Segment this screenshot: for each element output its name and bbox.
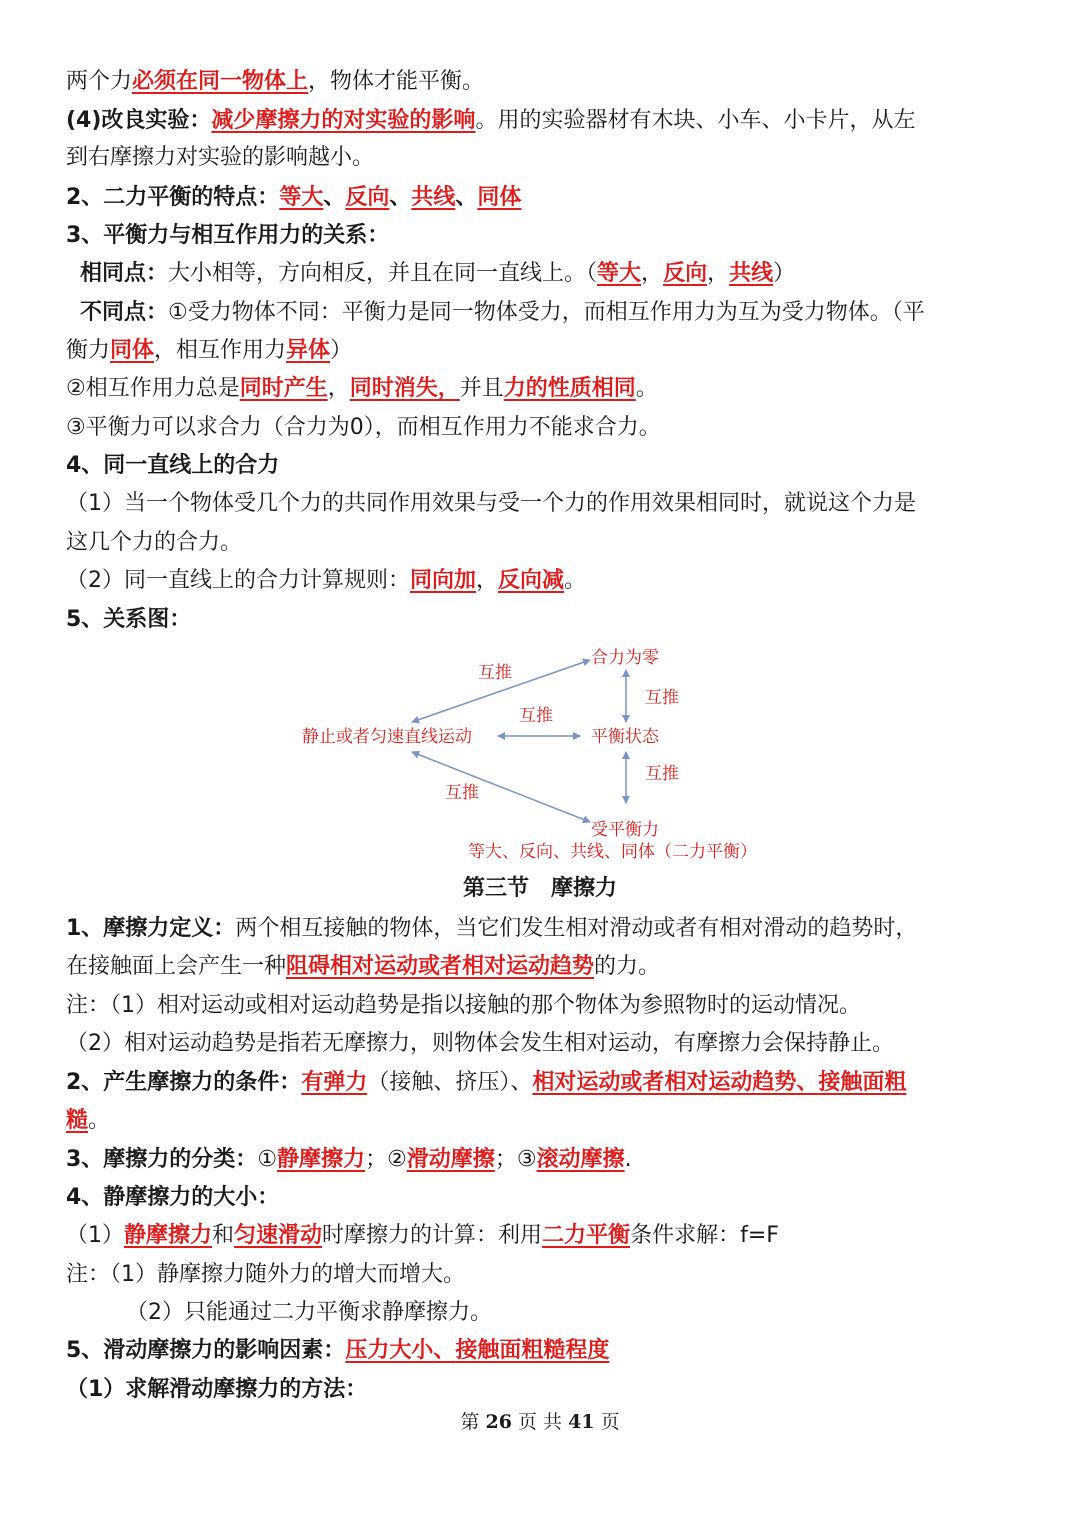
node-bottom: 受平衡力 xyxy=(591,820,659,840)
section-title: 第三节 摩擦力 xyxy=(462,876,617,901)
text-line-21: 糙。 xyxy=(66,1108,111,1133)
text-line-diff-points: 不同点：①受力物体不同：平衡力是同一物体受力，而相互作用力为互为受力物体。（平 xyxy=(80,300,925,325)
node-top: 合力为零 xyxy=(591,648,659,668)
text-line-24: （1）静摩擦力和匀速滑动时摩擦力的计算：利用二力平衡条件求解：f=F xyxy=(66,1223,779,1248)
text-line-26: （2）只能通过二力平衡求静摩擦力。 xyxy=(126,1300,492,1325)
text-line-22: 3、摩擦力的分类：①静摩擦力；②滑动摩擦；③滚动摩擦. xyxy=(66,1147,632,1172)
heading-resultant-force: 4、同一直线上的合力 xyxy=(66,453,280,478)
arrow-bottom-left xyxy=(412,752,590,822)
node-center: 平衡状态 xyxy=(591,727,659,747)
key-point: 减少摩擦力的对实验的影响 xyxy=(211,108,476,133)
text-line-10: ③平衡力可以求合力（合力为0），而相互作用力不能求合力。 xyxy=(66,415,661,440)
edge-label-right-upper: 互推 xyxy=(645,688,679,708)
relation-diagram xyxy=(290,640,800,870)
edge-label-middle: 互推 xyxy=(519,706,553,726)
text-line-20: 2、产生摩擦力的条件：有弹力（接触、挤压）、相对运动或者相对运动趋势、接触面粗 xyxy=(66,1070,907,1095)
page-total: 41 xyxy=(568,1411,595,1433)
heading-sliding-friction-method: （1）求解滑动摩擦力的方法： xyxy=(66,1377,368,1402)
heading-relation: 3、平衡力与相互作用力的关系： xyxy=(66,223,390,248)
text-line-17: 在接触面上会产生一种阻碍相对运动或者相对运动趋势的力。 xyxy=(66,954,661,979)
key-point: 必须在同一物体上 xyxy=(132,69,309,94)
text-line-18: 注：（1）相对运动或相对运动趋势是指以接触的那个物体为参照物时的运动情况。 xyxy=(66,993,861,1018)
heading-static-friction-size: 4、静摩擦力的大小： xyxy=(66,1185,280,1210)
edge-label-top-left: 互推 xyxy=(478,663,512,683)
heading-balance-features: 2、二力平衡的特点：等大、反向、共线、同体 xyxy=(66,185,522,210)
text-line-1: 两个力必须在同一物体上，物体才能平衡。 xyxy=(66,69,485,94)
text-line-13: 这几个力的合力。 xyxy=(66,530,243,555)
text-line-2: (4)改良实验：减少摩擦力的对实验的影响。用的实验器材有木块、小车、小卡片，从左 xyxy=(66,108,916,133)
text-line-27: 5、滑动摩擦力的影响因素：压力大小、接触面粗糙程度 xyxy=(66,1338,610,1363)
text-line-3: 到右摩擦力对实验的影响越小。 xyxy=(66,145,375,170)
page-footer: 第 26 页 共 41 页 xyxy=(460,1411,620,1433)
text-line-9: ②相互作用力总是同时产生，同时消失，并且力的性质相同。 xyxy=(66,376,658,401)
heading-relation-diagram: 5、关系图： xyxy=(66,607,192,632)
node-left: 静止或者匀速直线运动 xyxy=(302,727,472,747)
diagram-caption: 等大、反向、共线、同体（二力平衡） xyxy=(468,842,757,862)
text-line-25: 注：（1）静摩擦力随外力的增大而增大。 xyxy=(66,1262,465,1287)
edge-label-bottom-left: 互推 xyxy=(445,783,479,803)
edge-label-right-lower: 互推 xyxy=(645,764,679,784)
text-line-16: 1、摩擦力定义：两个相互接触的物体，当它们发生相对滑动或者有相对滑动的趋势时， xyxy=(66,916,918,941)
text-line-14: （2）同一直线上的合力计算规则：同向加，反向减。 xyxy=(66,568,587,593)
page-number: 26 xyxy=(485,1411,512,1433)
text-line-8: 衡力同体，相互作用力异体） xyxy=(66,338,353,363)
text-line-same-points: 相同点：大小相等，方向相反，并且在同一直线上。（等大，反向，共线） xyxy=(80,261,796,286)
text-line-12: （1）当一个物体受几个力的共同作用效果与受一个力的作用效果相同时，就说这个力是 xyxy=(66,491,916,516)
text-line-19: （2）相对运动趋势是指若无摩擦力，则物体会发生相对运动，有摩擦力会保持静止。 xyxy=(66,1031,894,1056)
